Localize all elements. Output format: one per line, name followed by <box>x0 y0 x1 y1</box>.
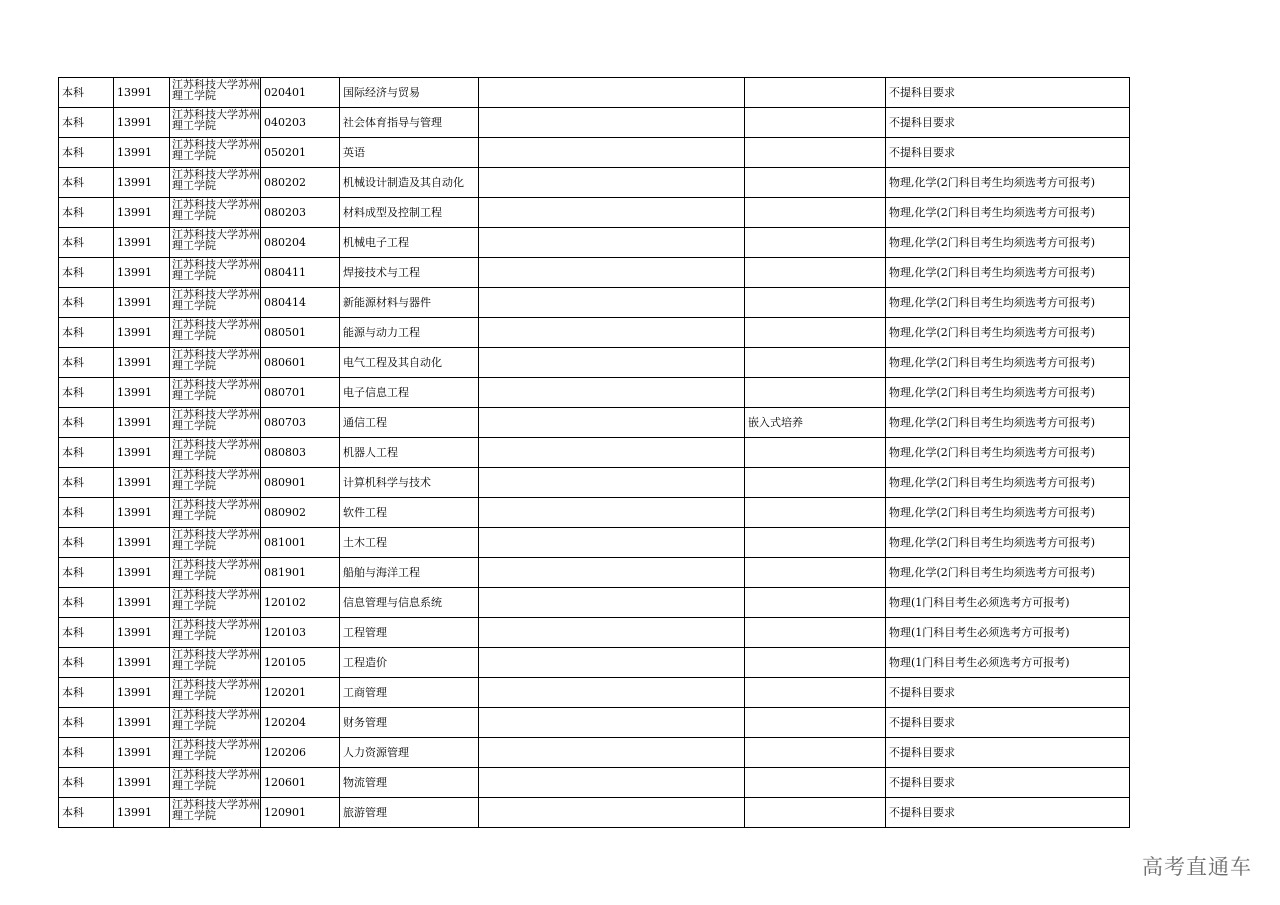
cell-note <box>479 678 745 708</box>
cell-institution-code: 13991 <box>114 438 170 468</box>
table-row <box>59 348 1130 378</box>
cell-institution-name: 江苏科技大学苏州理工学院 <box>170 498 261 528</box>
cell-major-code: 080902 <box>261 498 340 528</box>
table-row <box>59 768 1130 798</box>
cell-institution-name: 江苏科技大学苏州理工学院 <box>170 108 261 138</box>
table-row <box>59 468 1130 498</box>
cell-major-name: 新能源材料与器件 <box>340 288 479 318</box>
cell-major-name: 土木工程 <box>340 528 479 558</box>
cell-training-mode <box>745 78 886 108</box>
cell-subject-requirement: 物理,化学(2门科目考生均须选考方可报考) <box>886 468 1130 498</box>
cell-subject-requirement: 不提科目要求 <box>886 708 1130 738</box>
cell-training-mode <box>745 288 886 318</box>
cell-level: 本科 <box>59 318 114 348</box>
cell-major-code: 080701 <box>261 378 340 408</box>
cell-institution-name: 江苏科技大学苏州理工学院 <box>170 348 261 378</box>
cell-level: 本科 <box>59 558 114 588</box>
cell-level: 本科 <box>59 678 114 708</box>
cell-note <box>479 738 745 768</box>
cell-level: 本科 <box>59 438 114 468</box>
cell-major-name: 通信工程 <box>340 408 479 438</box>
cell-subject-requirement: 物理,化学(2门科目考生均须选考方可报考) <box>886 498 1130 528</box>
cell-major-name: 工程管理 <box>340 618 479 648</box>
cell-training-mode <box>745 378 886 408</box>
cell-training-mode <box>745 768 886 798</box>
cell-training-mode <box>745 318 886 348</box>
cell-institution-name: 江苏科技大学苏州理工学院 <box>170 438 261 468</box>
cell-institution-code: 13991 <box>114 138 170 168</box>
cell-level: 本科 <box>59 288 114 318</box>
table-row <box>59 288 1130 318</box>
cell-training-mode <box>745 588 886 618</box>
cell-major-name: 财务管理 <box>340 708 479 738</box>
cell-institution-code: 13991 <box>114 468 170 498</box>
cell-institution-name: 江苏科技大学苏州理工学院 <box>170 198 261 228</box>
cell-level: 本科 <box>59 408 114 438</box>
cell-institution-code: 13991 <box>114 738 170 768</box>
cell-institution-code: 13991 <box>114 528 170 558</box>
cell-note <box>479 78 745 108</box>
cell-level: 本科 <box>59 228 114 258</box>
cell-level: 本科 <box>59 798 114 828</box>
cell-note <box>479 288 745 318</box>
table-row <box>59 738 1130 768</box>
cell-institution-name: 江苏科技大学苏州理工学院 <box>170 408 261 438</box>
cell-major-name: 计算机科学与技术 <box>340 468 479 498</box>
cell-major-code: 080501 <box>261 318 340 348</box>
cell-major-code: 120206 <box>261 738 340 768</box>
table-row <box>59 378 1130 408</box>
table-body <box>59 78 1130 828</box>
cell-major-code: 120102 <box>261 588 340 618</box>
cell-level: 本科 <box>59 378 114 408</box>
table-row <box>59 618 1130 648</box>
cell-subject-requirement: 不提科目要求 <box>886 138 1130 168</box>
cell-training-mode <box>745 528 886 558</box>
table-row <box>59 168 1130 198</box>
cell-note <box>479 648 745 678</box>
cell-major-code: 080803 <box>261 438 340 468</box>
cell-institution-code: 13991 <box>114 228 170 258</box>
cell-institution-code: 13991 <box>114 258 170 288</box>
cell-subject-requirement: 物理,化学(2门科目考生均须选考方可报考) <box>886 438 1130 468</box>
table-row <box>59 108 1130 138</box>
cell-institution-code: 13991 <box>114 558 170 588</box>
cell-training-mode <box>745 108 886 138</box>
cell-institution-name: 江苏科技大学苏州理工学院 <box>170 468 261 498</box>
table-row <box>59 798 1130 828</box>
cell-training-mode <box>745 168 886 198</box>
cell-subject-requirement: 物理,化学(2门科目考生均须选考方可报考) <box>886 258 1130 288</box>
cell-subject-requirement: 物理,化学(2门科目考生均须选考方可报考) <box>886 228 1130 258</box>
cell-level: 本科 <box>59 588 114 618</box>
cell-note <box>479 228 745 258</box>
cell-major-code: 040203 <box>261 108 340 138</box>
table-row <box>59 258 1130 288</box>
cell-institution-name: 江苏科技大学苏州理工学院 <box>170 258 261 288</box>
cell-subject-requirement: 不提科目要求 <box>886 798 1130 828</box>
cell-subject-requirement: 物理(1门科目考生必须选考方可报考) <box>886 618 1130 648</box>
cell-training-mode <box>745 228 886 258</box>
cell-major-code: 120105 <box>261 648 340 678</box>
cell-training-mode: 嵌入式培养 <box>745 408 886 438</box>
cell-subject-requirement: 不提科目要求 <box>886 108 1130 138</box>
cell-level: 本科 <box>59 258 114 288</box>
cell-institution-name: 江苏科技大学苏州理工学院 <box>170 378 261 408</box>
cell-note <box>479 588 745 618</box>
cell-institution-code: 13991 <box>114 168 170 198</box>
cell-level: 本科 <box>59 618 114 648</box>
cell-major-code: 050201 <box>261 138 340 168</box>
cell-level: 本科 <box>59 468 114 498</box>
cell-major-name: 工商管理 <box>340 678 479 708</box>
cell-major-code: 080203 <box>261 198 340 228</box>
cell-institution-name: 江苏科技大学苏州理工学院 <box>170 78 261 108</box>
cell-note <box>479 258 745 288</box>
cell-note <box>479 438 745 468</box>
cell-note <box>479 138 745 168</box>
cell-training-mode <box>745 618 886 648</box>
cell-subject-requirement: 不提科目要求 <box>886 678 1130 708</box>
cell-note <box>479 378 745 408</box>
cell-institution-code: 13991 <box>114 408 170 438</box>
table-row <box>59 558 1130 588</box>
cell-subject-requirement: 物理,化学(2门科目考生均须选考方可报考) <box>886 198 1130 228</box>
cell-level: 本科 <box>59 768 114 798</box>
cell-level: 本科 <box>59 198 114 228</box>
cell-institution-name: 江苏科技大学苏州理工学院 <box>170 558 261 588</box>
cell-major-name: 材料成型及控制工程 <box>340 198 479 228</box>
cell-institution-code: 13991 <box>114 618 170 648</box>
cell-note <box>479 468 745 498</box>
cell-training-mode <box>745 678 886 708</box>
cell-subject-requirement: 物理,化学(2门科目考生均须选考方可报考) <box>886 348 1130 378</box>
table-row <box>59 528 1130 558</box>
cell-note <box>479 708 745 738</box>
cell-subject-requirement: 物理,化学(2门科目考生均须选考方可报考) <box>886 318 1130 348</box>
cell-institution-code: 13991 <box>114 288 170 318</box>
cell-major-name: 机械电子工程 <box>340 228 479 258</box>
cell-major-name: 焊接技术与工程 <box>340 258 479 288</box>
cell-training-mode <box>745 138 886 168</box>
cell-major-code: 081001 <box>261 528 340 558</box>
cell-institution-code: 13991 <box>114 648 170 678</box>
table-row <box>59 708 1130 738</box>
cell-note <box>479 798 745 828</box>
cell-major-name: 机器人工程 <box>340 438 479 468</box>
cell-subject-requirement: 不提科目要求 <box>886 768 1130 798</box>
cell-institution-code: 13991 <box>114 768 170 798</box>
table-row <box>59 198 1130 228</box>
cell-institution-name: 江苏科技大学苏州理工学院 <box>170 588 261 618</box>
cell-note <box>479 408 745 438</box>
cell-note <box>479 558 745 588</box>
cell-level: 本科 <box>59 648 114 678</box>
cell-major-code: 080202 <box>261 168 340 198</box>
cell-major-name: 信息管理与信息系统 <box>340 588 479 618</box>
cell-note <box>479 348 745 378</box>
table-row <box>59 588 1130 618</box>
cell-major-code: 020401 <box>261 78 340 108</box>
cell-major-name: 电气工程及其自动化 <box>340 348 479 378</box>
cell-major-name: 物流管理 <box>340 768 479 798</box>
watermark-logo: 高考直通车 <box>1142 855 1252 879</box>
cell-note <box>479 768 745 798</box>
cell-note <box>479 528 745 558</box>
cell-subject-requirement: 物理,化学(2门科目考生均须选考方可报考) <box>886 408 1130 438</box>
table-row <box>59 408 1130 438</box>
cell-training-mode <box>745 738 886 768</box>
cell-institution-name: 江苏科技大学苏州理工学院 <box>170 738 261 768</box>
cell-level: 本科 <box>59 168 114 198</box>
cell-training-mode <box>745 558 886 588</box>
cell-institution-name: 江苏科技大学苏州理工学院 <box>170 708 261 738</box>
table-row <box>59 498 1130 528</box>
cell-note <box>479 318 745 348</box>
cell-institution-name: 江苏科技大学苏州理工学院 <box>170 798 261 828</box>
cell-training-mode <box>745 348 886 378</box>
cell-subject-requirement: 不提科目要求 <box>886 738 1130 768</box>
cell-major-code: 120201 <box>261 678 340 708</box>
cell-note <box>479 198 745 228</box>
cell-institution-name: 江苏科技大学苏州理工学院 <box>170 138 261 168</box>
cell-major-code: 120901 <box>261 798 340 828</box>
cell-subject-requirement: 物理,化学(2门科目考生均须选考方可报考) <box>886 558 1130 588</box>
cell-training-mode <box>745 798 886 828</box>
table-row <box>59 228 1130 258</box>
cell-institution-name: 江苏科技大学苏州理工学院 <box>170 228 261 258</box>
cell-institution-code: 13991 <box>114 678 170 708</box>
cell-institution-code: 13991 <box>114 498 170 528</box>
table-row <box>59 78 1130 108</box>
major-requirements-table <box>58 77 1130 828</box>
cell-major-code: 080414 <box>261 288 340 318</box>
cell-subject-requirement: 物理(1门科目考生必须选考方可报考) <box>886 588 1130 618</box>
cell-level: 本科 <box>59 348 114 378</box>
cell-major-name: 人力资源管理 <box>340 738 479 768</box>
cell-major-code: 120204 <box>261 708 340 738</box>
cell-subject-requirement: 物理,化学(2门科目考生均须选考方可报考) <box>886 378 1130 408</box>
cell-institution-code: 13991 <box>114 378 170 408</box>
cell-institution-name: 江苏科技大学苏州理工学院 <box>170 768 261 798</box>
cell-subject-requirement: 不提科目要求 <box>886 78 1130 108</box>
cell-major-name: 国际经济与贸易 <box>340 78 479 108</box>
cell-training-mode <box>745 708 886 738</box>
cell-major-name: 机械设计制造及其自动化 <box>340 168 479 198</box>
cell-institution-name: 江苏科技大学苏州理工学院 <box>170 168 261 198</box>
cell-institution-code: 13991 <box>114 348 170 378</box>
cell-training-mode <box>745 198 886 228</box>
table-row <box>59 678 1130 708</box>
cell-major-name: 社会体育指导与管理 <box>340 108 479 138</box>
cell-major-code: 120601 <box>261 768 340 798</box>
cell-institution-code: 13991 <box>114 198 170 228</box>
cell-major-code: 081901 <box>261 558 340 588</box>
cell-institution-name: 江苏科技大学苏州理工学院 <box>170 648 261 678</box>
cell-note <box>479 168 745 198</box>
cell-major-code: 120103 <box>261 618 340 648</box>
cell-major-name: 旅游管理 <box>340 798 479 828</box>
cell-major-name: 船舶与海洋工程 <box>340 558 479 588</box>
cell-major-name: 英语 <box>340 138 479 168</box>
cell-level: 本科 <box>59 528 114 558</box>
cell-level: 本科 <box>59 138 114 168</box>
cell-major-name: 电子信息工程 <box>340 378 479 408</box>
cell-major-code: 080411 <box>261 258 340 288</box>
table-row <box>59 438 1130 468</box>
cell-major-name: 工程造价 <box>340 648 479 678</box>
cell-institution-name: 江苏科技大学苏州理工学院 <box>170 618 261 648</box>
cell-level: 本科 <box>59 738 114 768</box>
cell-major-name: 软件工程 <box>340 498 479 528</box>
cell-institution-code: 13991 <box>114 78 170 108</box>
table-row <box>59 138 1130 168</box>
cell-institution-name: 江苏科技大学苏州理工学院 <box>170 678 261 708</box>
cell-subject-requirement: 物理,化学(2门科目考生均须选考方可报考) <box>886 528 1130 558</box>
cell-training-mode <box>745 258 886 288</box>
cell-institution-code: 13991 <box>114 708 170 738</box>
cell-level: 本科 <box>59 108 114 138</box>
cell-major-code: 080901 <box>261 468 340 498</box>
cell-major-code: 080601 <box>261 348 340 378</box>
cell-major-name: 能源与动力工程 <box>340 318 479 348</box>
cell-level: 本科 <box>59 498 114 528</box>
cell-training-mode <box>745 468 886 498</box>
cell-note <box>479 108 745 138</box>
cell-training-mode <box>745 648 886 678</box>
cell-institution-code: 13991 <box>114 318 170 348</box>
cell-institution-name: 江苏科技大学苏州理工学院 <box>170 288 261 318</box>
cell-major-code: 080204 <box>261 228 340 258</box>
cell-training-mode <box>745 438 886 468</box>
cell-note <box>479 498 745 528</box>
cell-major-code: 080703 <box>261 408 340 438</box>
table-row <box>59 648 1130 678</box>
cell-note <box>479 618 745 648</box>
cell-level: 本科 <box>59 78 114 108</box>
cell-training-mode <box>745 498 886 528</box>
cell-institution-code: 13991 <box>114 798 170 828</box>
cell-subject-requirement: 物理,化学(2门科目考生均须选考方可报考) <box>886 288 1130 318</box>
table-row <box>59 318 1130 348</box>
cell-level: 本科 <box>59 708 114 738</box>
cell-subject-requirement: 物理,化学(2门科目考生均须选考方可报考) <box>886 168 1130 198</box>
cell-institution-code: 13991 <box>114 108 170 138</box>
cell-institution-code: 13991 <box>114 588 170 618</box>
cell-institution-name: 江苏科技大学苏州理工学院 <box>170 318 261 348</box>
cell-subject-requirement: 物理(1门科目考生必须选考方可报考) <box>886 648 1130 678</box>
cell-institution-name: 江苏科技大学苏州理工学院 <box>170 528 261 558</box>
